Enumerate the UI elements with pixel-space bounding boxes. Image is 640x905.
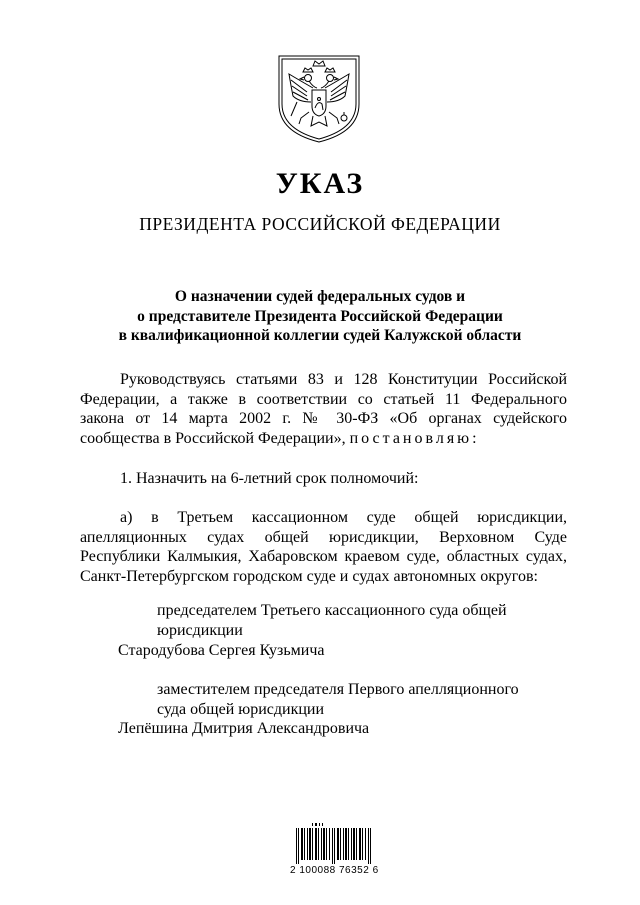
barcode-number: 2 100088 76352 6 bbox=[290, 865, 379, 876]
heading-line: О назначении судей федеральных судов и bbox=[174, 288, 466, 305]
item-a-line: Республики Калмыкия, Хабаровском краевом суде, областных судах, bbox=[80, 548, 567, 565]
coat-of-arms-icon bbox=[277, 54, 361, 144]
appointee-name: Лепёшина Дмитрия Александровича bbox=[118, 720, 370, 737]
preamble-line: Руководствуясь статьями 83 и 128 Конституции Российской bbox=[120, 371, 567, 388]
heading-line: в квалификационной коллегии судей Калужской области bbox=[118, 327, 522, 344]
decree-subtitle: ПРЕЗИДЕНТА РОССИЙСКОЙ ФЕДЕРАЦИИ bbox=[139, 214, 501, 234]
item-a-line: апелляционных судах общей юрисдикции, Верховном Суде bbox=[80, 528, 567, 546]
item-1 bbox=[80, 469, 567, 489]
position-line: суда общей юрисдикции bbox=[157, 700, 325, 718]
appointment-position bbox=[157, 680, 519, 719]
appointee-name: Стародубова Сергея Кузьмича bbox=[118, 642, 325, 659]
position-line: заместителем председателя Первого апелляционного bbox=[157, 681, 519, 698]
decree-verb: постановляю: bbox=[349, 429, 480, 447]
position-line: юрисдикции bbox=[157, 621, 243, 639]
preamble-text: сообщества в Российской Федерации», bbox=[80, 429, 350, 447]
preamble-line bbox=[80, 429, 567, 449]
document-heading bbox=[80, 287, 560, 346]
heading-line: о представителе Президента Российской Федерации bbox=[137, 307, 503, 325]
preamble-line: закона от 14 марта 2002 г. № 30-ФЗ «Об органах судейского bbox=[80, 410, 567, 427]
decree-title: УКАЗ bbox=[275, 167, 365, 200]
position-line: председателем Третьего кассационного суда общей bbox=[157, 602, 507, 619]
item-a-line: Санкт-Петербургском городском суде и судах автономных округов: bbox=[80, 567, 538, 585]
item-a-line: а) в Третьем кассационном суде общей юрисдикции, bbox=[120, 509, 567, 526]
preamble-paragraph bbox=[80, 370, 567, 448]
preamble-line: Федерации, а также в соответствии со статьей 11 Федерального bbox=[80, 390, 567, 408]
item-1-text: 1. Назначить на 6-летний срок полномочий: bbox=[120, 470, 419, 487]
item-a-paragraph bbox=[80, 508, 567, 586]
appointment-position bbox=[157, 601, 507, 640]
